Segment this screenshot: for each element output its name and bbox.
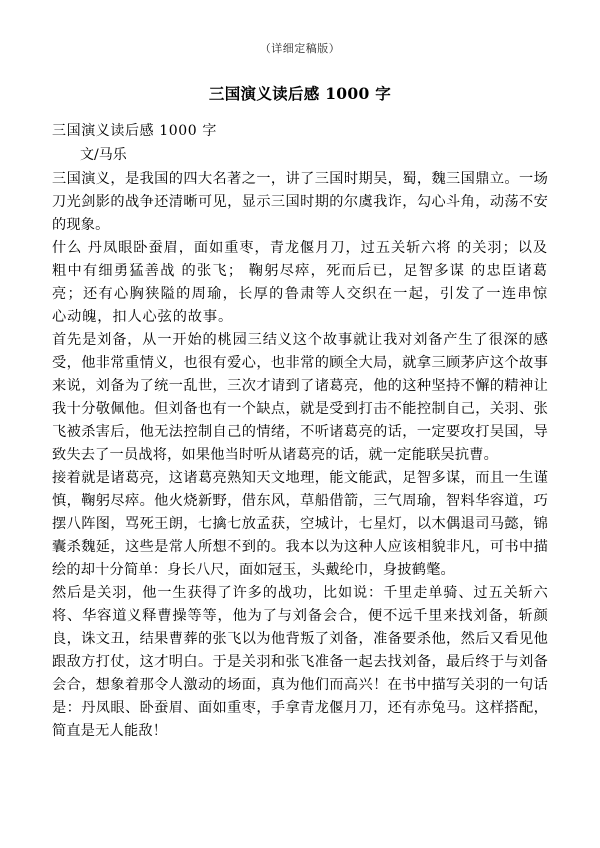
paragraph-1: 三国演义，是我国的四大名著之一，讲了三国时期吴，蜀，魏三国鼎立。一场刀光剑影的战争还清晰可见，显示三国时期的尔虞我诈，勾心斗角，动荡不安的现象。	[52, 171, 548, 233]
article-subtitle: 三国演义读后感 1000 字	[52, 123, 217, 139]
paragraph-2: 什么 丹凤眼卧蚕眉，面如重枣，青龙偃月刀，过五关斩六将 的关羽；以及 粗中有细勇猛善战 的张飞； 鞠躬尽瘁，死而后已，足智多谋 的忠臣诸葛亮；还有心胸狭隘的周瑜，长厚的鲁肃等人交织在一起，引发了一连串惊心动魄，扣人心弦的故事。	[52, 240, 548, 325]
paragraph-3: 首先是刘备，从一开始的桃园三结义这个故事就让我对刘备产生了很深的感受，他非常重情义，也很有爱心，也非常的顾全大局，就拿三顾茅庐这个故事来说，刘备为了统一乱世，三次才请到了诸葛亮，他的这种坚持不懈的精神让我十分敬佩他。但刘备也有一个缺点，就是受到打击不能控制自己，关羽、张飞被杀害后，他无法控制自己的情绪，不听诸葛亮的话，一定要攻打吴国，导致失去了一员战将，如果他当时听从诸葛亮的话，就一定能联吴抗曹。	[52, 332, 548, 463]
page-title: 三国演义读后感 1000 字	[208, 84, 392, 103]
document-header-note: （详细定稿版）	[259, 42, 341, 55]
paragraph-5: 然后是关羽，他一生获得了许多的战功，比如说：千里走单骑、过五关斩六将、华容道义释曹操等等，他为了与刘备会合，便不远千里来找刘备，斩颜良，诛文丑，结果曹葬的张飞以为他背叛了刘备，准备要杀他，然后又看见他跟敌方打仗，这才明白。于是关羽和张飞准备一起去找刘备，最后终于与刘备会合，想象着那令人激动的场面，真为他们而高兴！在书中描写关羽的一句话是：丹凤眼、卧蚕眉、面如重枣，手拿青龙偃月刀，还有赤兔马。这样搭配，简直是无人能敌！	[52, 585, 548, 739]
article-byline: 文/马乐	[80, 147, 127, 163]
paragraph-4: 接着就是诸葛亮，这诸葛亮熟知天文地理，能文能武，足智多谋，而且一生谨慎，鞠躬尽瘁。他火烧新野，借东风，草船借箭，三气周瑜，智料华容道，巧摆八阵图，骂死王朗，七擒七放孟获，空城计，七星灯，以木偶退司马懿，锦囊杀魏延，这些是常人所想不到的。我本以为这种人应该相貌非凡，可书中描绘的却十分简单：身长八尺，面如冠玉，头戴纶巾，身披鹤氅。	[52, 470, 548, 578]
